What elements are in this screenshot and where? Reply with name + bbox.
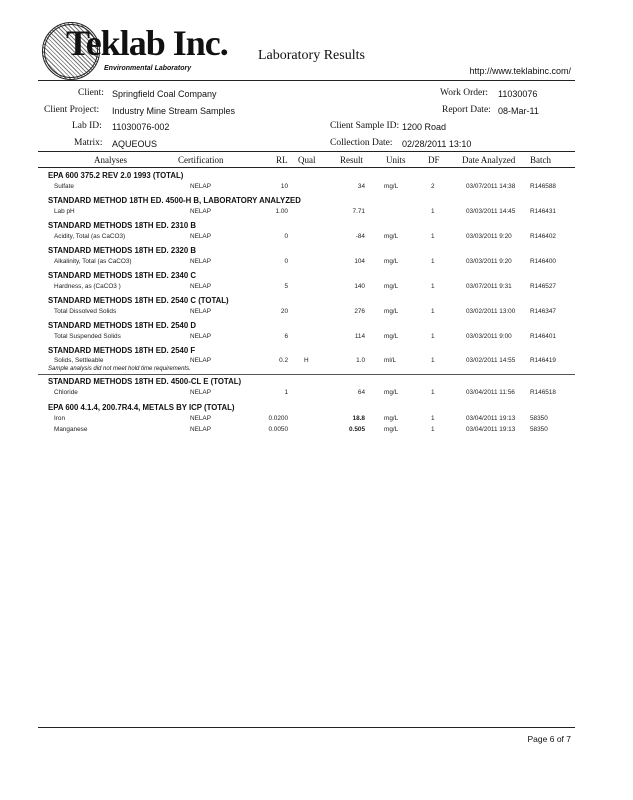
project-label: Client Project: bbox=[44, 105, 100, 115]
section-title: STANDARD METHOD 18TH ED. 4500-H B, LABORATORY ANALYZED bbox=[48, 196, 301, 205]
section-title: STANDARD METHODS 18TH ED. 2320 B bbox=[48, 246, 197, 255]
project-value: Industry Mine Stream Samples bbox=[112, 106, 236, 116]
certification-value: NELAP bbox=[190, 333, 211, 340]
col-df: DF bbox=[428, 155, 440, 165]
certification-value: NELAP bbox=[190, 389, 211, 396]
rl-value: 1 bbox=[284, 389, 288, 396]
report-date-value: 08-Mar-11 bbox=[498, 106, 539, 116]
date-value: 03/04/2011 19:13 bbox=[466, 426, 516, 433]
units-value: mg/L bbox=[384, 426, 399, 433]
batch-value: R146400 bbox=[530, 258, 556, 265]
df-value: 1 bbox=[431, 333, 435, 340]
sample-id-value: 1200 Road bbox=[402, 122, 447, 132]
batch-value: R146518 bbox=[530, 389, 556, 396]
units-value: mg/L bbox=[384, 333, 399, 340]
client-label: Client: bbox=[78, 88, 104, 98]
date-value: 03/02/2011 14:55 bbox=[466, 357, 516, 364]
section-title: STANDARD METHODS 18TH ED. 2340 C bbox=[48, 271, 197, 280]
analyte-name: Manganese bbox=[54, 426, 88, 433]
section-title: STANDARD METHODS 18TH ED. 2540 D bbox=[48, 321, 197, 330]
section-title: STANDARD METHODS 18TH ED. 2540 F bbox=[48, 346, 196, 355]
df-value: 1 bbox=[431, 208, 435, 215]
date-value: 03/04/2011 11:56 bbox=[466, 389, 515, 396]
batch-value: R146402 bbox=[530, 233, 556, 240]
certification-value: NELAP bbox=[190, 233, 211, 240]
batch-value: 58350 bbox=[530, 426, 548, 433]
work-order-label: Work Order: bbox=[440, 88, 489, 98]
rl-value: 5 bbox=[284, 283, 288, 290]
units-value: mg/L bbox=[384, 258, 399, 265]
matrix-value: AQUEOUS bbox=[112, 139, 158, 149]
units-value: mg/L bbox=[384, 233, 399, 240]
analyte-name: Solids, Settleable bbox=[54, 357, 104, 364]
rl-value: 0.0050 bbox=[268, 426, 288, 433]
df-value: 1 bbox=[431, 283, 435, 290]
col-result: Result bbox=[340, 155, 364, 165]
col-analyses: Analyses bbox=[94, 155, 127, 165]
df-value: 1 bbox=[431, 357, 435, 364]
section-title: STANDARD METHODS 18TH ED. 2540 C (TOTAL) bbox=[48, 296, 229, 305]
work-order-value: 11030076 bbox=[498, 89, 538, 99]
result-value: 34 bbox=[357, 183, 365, 190]
result-value: 276 bbox=[354, 308, 365, 315]
result-value: 1.0 bbox=[356, 357, 365, 364]
analyte-name: Lab pH bbox=[54, 208, 75, 215]
df-value: 1 bbox=[431, 308, 435, 315]
units-value: mg/L bbox=[384, 389, 399, 396]
date-value: 03/04/2011 19:13 bbox=[466, 415, 516, 422]
rl-value: 6 bbox=[284, 333, 288, 340]
result-value: -84 bbox=[355, 233, 365, 240]
logo-wordmark: Teklab Inc. bbox=[66, 23, 228, 63]
report-date-label: Report Date: bbox=[442, 105, 491, 115]
analyte-name: Sulfate bbox=[54, 183, 74, 190]
section-title: EPA 600 375.2 REV 2.0 1993 (TOTAL) bbox=[48, 171, 184, 180]
batch-value: R146401 bbox=[530, 333, 556, 340]
header-divider bbox=[38, 80, 575, 81]
matrix-label: Matrix: bbox=[74, 138, 103, 148]
df-value: 1 bbox=[431, 258, 435, 265]
df-value: 2 bbox=[431, 183, 435, 190]
logo-subtitle: Environmental Laboratory bbox=[104, 65, 192, 72]
analyte-name: Total Suspended Solids bbox=[54, 333, 121, 340]
website-link[interactable]: http://www.teklabinc.com/ bbox=[469, 66, 571, 76]
batch-value: R146588 bbox=[530, 183, 556, 190]
units-value: mg/L bbox=[384, 283, 399, 290]
info-divider bbox=[38, 151, 575, 152]
section-title: STANDARD METHODS 18TH ED. 4500-CL E (TOTAL) bbox=[48, 377, 242, 386]
analyte-name: Total Dissolved Solids bbox=[54, 308, 117, 315]
certification-value: NELAP bbox=[190, 308, 211, 315]
batch-value: R146527 bbox=[530, 283, 556, 290]
certification-value: NELAP bbox=[190, 426, 211, 433]
rl-value: 10 bbox=[280, 183, 288, 190]
date-value: 03/03/2011 9:20 bbox=[466, 258, 512, 265]
col-units: Units bbox=[386, 155, 406, 165]
note-divider bbox=[38, 374, 575, 375]
result-value: 18.8 bbox=[352, 415, 365, 422]
collection-label: Collection Date: bbox=[330, 138, 393, 148]
lab-id-value: 11030076-002 bbox=[112, 122, 170, 132]
certification-value: NELAP bbox=[190, 357, 211, 364]
df-value: 1 bbox=[431, 426, 435, 433]
analyte-name: Chloride bbox=[54, 389, 78, 396]
footer-divider bbox=[38, 727, 575, 728]
date-value: 03/02/2011 13:00 bbox=[466, 308, 516, 315]
section-title: EPA 600 4.1.4, 200.7R4.4, METALS BY ICP (TOTAL) bbox=[48, 403, 235, 412]
rl-value: 1.00 bbox=[275, 208, 288, 215]
units-value: mg/L bbox=[384, 415, 399, 422]
analyte-name: Alkalinity, Total (as CaCO3) bbox=[54, 258, 132, 265]
col-batch: Batch bbox=[530, 155, 551, 165]
col-certification: Certification bbox=[178, 155, 224, 165]
units-value: ml/L bbox=[384, 357, 397, 364]
sample-id-label: Client Sample ID: bbox=[330, 121, 400, 131]
date-value: 03/03/2011 9:20 bbox=[466, 233, 512, 240]
batch-value: R146419 bbox=[530, 357, 556, 364]
col-rl: RL bbox=[276, 155, 288, 165]
batch-value: R146347 bbox=[530, 308, 556, 315]
df-value: 1 bbox=[431, 415, 435, 422]
col-date-analyzed: Date Analyzed bbox=[462, 155, 516, 165]
rl-value: 20 bbox=[280, 308, 288, 315]
units-value: mg/L bbox=[384, 308, 399, 315]
date-value: 03/03/2011 14:45 bbox=[466, 208, 516, 215]
date-value: 03/07/2011 14:38 bbox=[466, 183, 516, 190]
result-value: 0.505 bbox=[349, 426, 365, 433]
certification-value: NELAP bbox=[190, 258, 211, 265]
analyte-name: Iron bbox=[54, 415, 66, 422]
certification-value: NELAP bbox=[190, 183, 211, 190]
rl-value: 0.2 bbox=[279, 357, 288, 364]
result-value: 114 bbox=[354, 333, 365, 340]
section-title: STANDARD METHODS 18TH ED. 2310 B bbox=[48, 221, 197, 230]
hold-time-note: Sample analysis did not meet hold time requirements. bbox=[48, 366, 191, 372]
batch-value: R146431 bbox=[530, 208, 556, 215]
result-value: 7.71 bbox=[352, 208, 365, 215]
date-value: 03/03/2011 9:00 bbox=[466, 333, 512, 340]
rl-value: 0.0200 bbox=[268, 415, 288, 422]
certification-value: NELAP bbox=[190, 283, 211, 290]
units-value: mg/L bbox=[384, 183, 399, 190]
certification-value: NELAP bbox=[190, 208, 211, 215]
date-value: 03/07/2011 9:31 bbox=[466, 283, 512, 290]
lab-id-label: Lab ID: bbox=[72, 121, 102, 131]
result-value: 140 bbox=[354, 283, 365, 290]
analyte-name: Acidity, Total (as CaCO3) bbox=[54, 233, 126, 240]
rl-value: 0 bbox=[284, 233, 288, 240]
certification-value: NELAP bbox=[190, 415, 211, 422]
df-value: 1 bbox=[431, 389, 435, 396]
batch-value: 58350 bbox=[530, 415, 548, 422]
result-value: 64 bbox=[357, 389, 365, 396]
qual-value: H bbox=[304, 357, 309, 364]
df-value: 1 bbox=[431, 233, 435, 240]
collection-value: 02/28/2011 13:10 bbox=[402, 139, 472, 149]
client-value: Springfield Coal Company bbox=[112, 89, 217, 99]
col-qual: Qual bbox=[298, 155, 316, 165]
page-title: Laboratory Results bbox=[258, 48, 365, 63]
page-number: Page 6 of 7 bbox=[527, 734, 571, 744]
column-header-divider bbox=[38, 167, 575, 168]
analyte-name: Hardness, as (CaCO3 ) bbox=[54, 283, 121, 290]
rl-value: 0 bbox=[284, 258, 288, 265]
result-value: 104 bbox=[354, 258, 365, 265]
